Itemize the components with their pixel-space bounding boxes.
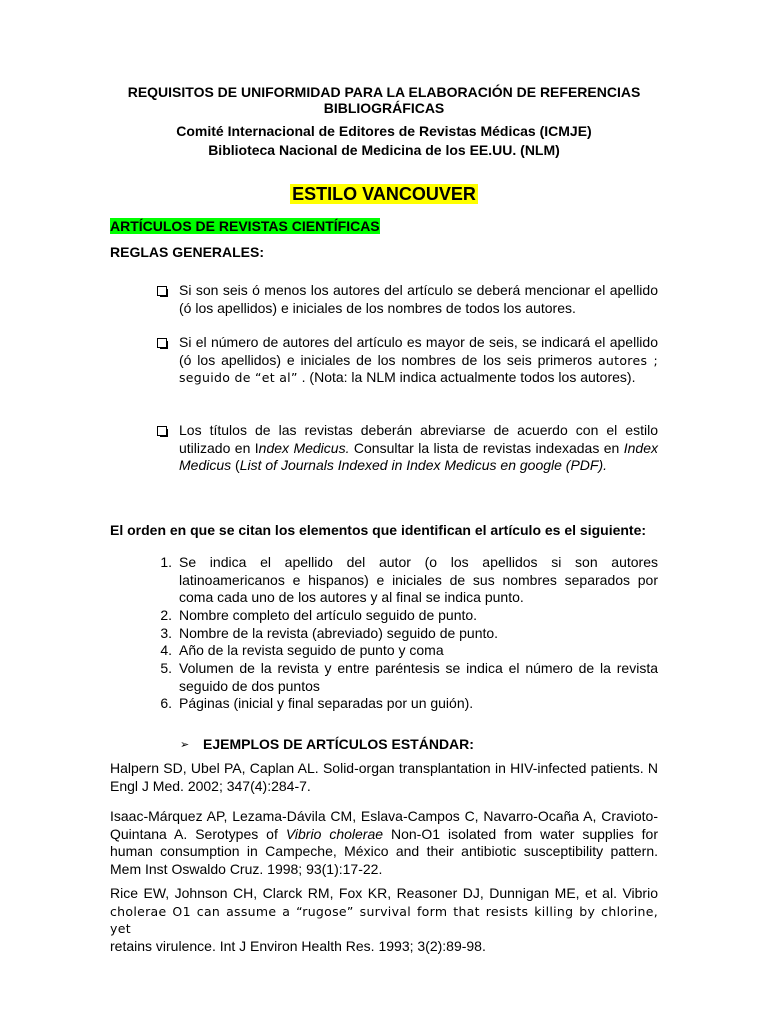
rule-3-part-f: List of Journals Indexed in Index Medicus en google (PDF). [239,457,608,473]
example-2-part-c: Non-O1 isolated from water supplies for human consumption in Campeche, México and their antibiotic susceptibility pattern. Mem Inst Oswaldo Cruz. 1998; 93(1):17-22. [110,825,658,877]
rule-1: Si son seis ó menos los autores del artículo se deberá mencionar el apellido (ó los apellidos) e iniciales de los nombres de todos los autores. [179,282,658,316]
checkbox-bullet-icon [157,286,167,296]
checkbox-bullet-icon [157,338,167,348]
order-item-number: 5. [160,660,172,676]
order-item: Nombre de la revista (abreviado) seguido de punto. [179,625,499,641]
order-item-number: 1. [160,554,172,570]
document-title [0,84,768,116]
order-item: Nombre completo del artículo seguido de punto. [179,607,478,623]
rule-2-part-a: Si el número de autores del artículo es mayor de seis, se indicará el apellido (ó los apellidos) e iniciales de los nombres de los seis primeros [179,334,658,368]
style-title: ESTILO VANCOUVER [292,184,476,204]
rule-2-part-c: . (Nota: la NLM indica actualmente todos los autores). [301,369,636,385]
rule-2-part-b: autores ; seguido de “et al” [179,352,659,385]
example-3 [110,885,658,955]
committee-line: Comité Internacional de Editores de Revistas Médicas (ICMJE) [176,123,592,139]
order-item-number: 4. [160,642,172,658]
order-item: Año de la revista seguido de punto y coma [179,642,444,658]
rule-3-part-e: ( [231,457,240,473]
rule-3 [179,422,658,475]
rule-2 [179,334,658,387]
order-item: Volumen de la revista y entre paréntesis se indica el número de la revista seguido de dos puntos [179,660,658,694]
order-item: Páginas (inicial y final separadas por un guión). [179,695,474,711]
example-2 [110,808,658,878]
order-heading: El orden en que se citan los elementos que identifican el artículo es el siguiente: [110,522,647,538]
rule-3-part-c: Consultar la lista de revistas indexadas en [349,439,624,456]
document-title-line1: REQUISITOS DE UNIFORMIDAD PARA LA ELABORACIÓN DE REFERENCIAS [127,84,641,100]
examples-heading: EJEMPLOS DE ARTÍCULOS ESTÁNDAR: [203,736,474,752]
rule-3-part-a: Los títulos de las revistas deberán abreviarse de acuerdo con el estilo utilizado en I [179,422,658,456]
order-item-number: 3. [160,625,172,641]
rule-3-part-d: Index Medicus [179,439,658,473]
section-title-wrap [110,218,380,236]
example-3-line1: Rice EW, Johnson CH, Clarck RM, Fox KR, Reasoner DJ, Dunnigan ME, et al. Vibrio [110,885,658,901]
example-3-line2: cholerae O1 can assume a “rugose” survival form that resists killing by chlorine, yet [110,903,658,936]
style-title-wrap [0,182,768,206]
order-item-number: 6. [160,695,172,711]
example-2-part-b: Vibrio cholerae [285,825,384,842]
library-line: Biblioteca Nacional de Medicina de los EE.UU. (NLM) [208,142,560,158]
example-3-line3: retains virulence. Int J Environ Health Res. 1993; 3(2):89-98. [110,937,486,954]
example-1: Halpern SD, Ubel PA, Caplan AL. Solid-organ transplantation in HIV-infected patients. N Engl J Med. 2002; 347(4):284-7. [110,760,658,794]
rule-3-part-b: ndex Medicus. [258,439,350,456]
checkbox-bullet-icon [157,426,167,436]
section-title: ARTÍCULOS DE REVISTAS CIENTÍFICAS [110,218,380,234]
order-item-number: 2. [160,607,172,623]
document-title-line2: BIBLIOGRÁFICAS [323,100,445,116]
arrow-bullet-icon: ➢ [180,739,190,751]
general-rules-heading: REGLAS GENERALES: [110,244,265,260]
order-item: Se indica el apellido del autor (o los apellidos si son autores latinoamericanos e hispanos) e iniciales de sus nombres separados por coma cada uno de los autores y al final se indica punto. [179,554,658,605]
example-2-part-a: Isaac-Márquez AP, Lezama-Dávila CM, Eslava-Campos C, Navarro-Ocaña A, Cravioto-Quintana A. Serotypes of [110,808,658,842]
